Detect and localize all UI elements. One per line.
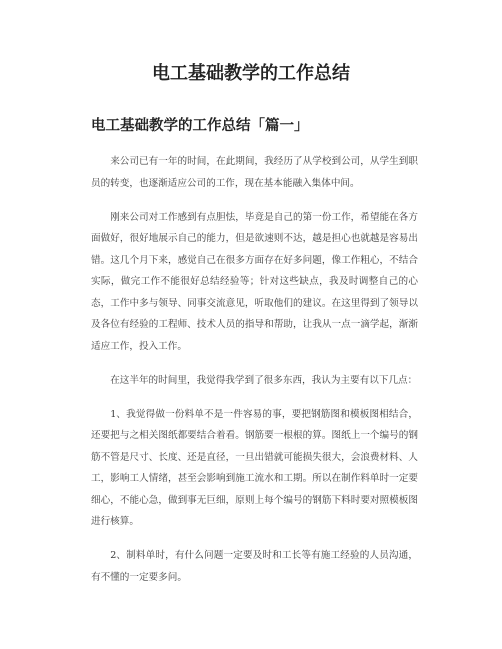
document-title: 电工基础教学的工作总结 — [152, 63, 350, 84]
paragraph: 在这半年的时间里，我觉得我学到了很多东西，我认为主要有以下几点： — [110, 374, 418, 386]
paragraph: 2、制料单时，有什么问题一定要及时和工长等有施工经验的人员沟通，有不懂的一定要多问。 — [91, 550, 418, 583]
paragraph: 1、我觉得做一份料单不是一件容易的事，要把钢筋图和模板图相结合，还要把与之相关图纸都要结合着看。钢筋要一根根的算。图纸上一个编号的钢筋不管是尺寸、长度、还是直径，一旦出错就可能损失很大，会浪费材料、人工，影响工人情绪，甚至会影响到施工流水和工期。所以在制作料单时一定要细心，不能心急，做到事无巨细，原则上每个编号的钢筋下料时要对照模板图进行核算。 — [91, 408, 418, 527]
section-title: 电工基础教学的工作总结「篇一」 — [91, 118, 309, 134]
document-body — [91, 151, 418, 601]
paragraph: 刚来公司对工作感到有点胆怯，毕竟是自己的第一份工作，希望能在各方面做好，很好地展示自己的能力，但是欲速则不达，越是担心也就越是容易出错。这几个月下来，感觉自己在很多方面存在好多问题，像工作粗心，不结合实际，做完工作不能很好总结经验等；针对这些缺点，我及时调整自己的心态，工作中多与领导、同事交流意见，听取他们的建议。在这里得到了领导以及各位有经验的工程师、技术人员的指导和帮助，让我从一点一滴学起，渐渐适应工作，投入工作。 — [91, 211, 418, 352]
paragraph: 来公司已有一年的时间，在此期间，我经历了从学校到公司，从学生到职员的转变，也逐渐适应公司的工作，现在基本能融入集体中间。 — [91, 156, 418, 189]
